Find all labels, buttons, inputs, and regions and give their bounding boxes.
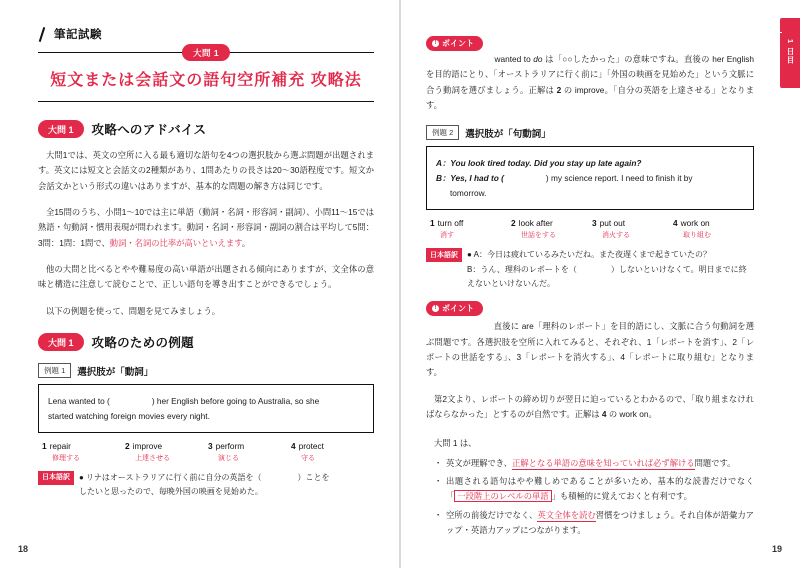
choice-ja: 取り組む [683, 232, 711, 240]
translation-tag-2: 日本語訳 [426, 248, 462, 262]
point-2-body-2 [426, 392, 754, 423]
point-2-body-1 [426, 319, 754, 380]
bullet-1-post: 問題です。 [694, 457, 736, 468]
choice-en: turn off [437, 218, 464, 229]
point-2-p2-pre: 第2文より、レポートの締め切りが翌日に迫っているとわかるので、「取り組まなければならなかった」とするのが自然です。正解は [426, 393, 754, 420]
point-1-body [426, 52, 754, 113]
choice-text [125, 441, 208, 451]
slash-icon [38, 27, 47, 42]
example-1-header [38, 363, 374, 378]
page-number-left: 18 [18, 544, 29, 554]
choice-item[interactable] [592, 218, 673, 240]
example-label-2: 選択肢が「句動詞」 [465, 128, 551, 140]
example-2-header [426, 125, 754, 140]
dialogue-line-b2: tomorrow. [450, 188, 487, 199]
side-tab [763, 18, 800, 88]
example-2-translation [426, 248, 754, 291]
point-1-answer-number: 2 [556, 84, 562, 95]
point-dot-icon-2: ! [432, 305, 439, 312]
point-1-italic: do [533, 54, 543, 64]
choice-number: 4 [673, 218, 678, 229]
choice-item[interactable] [673, 218, 754, 240]
translation-body-2 [467, 248, 747, 291]
translation-line-2: したいと思ったので、毎晩外国の映画を見始めた。 [79, 487, 263, 497]
bullet-2-post: 」も積極的に覚えておくと有利です。 [551, 491, 692, 502]
point-1-p1: wanted to [494, 54, 534, 64]
page-title: 短文または会話文の語句空所補充 攻略法 [50, 72, 362, 89]
advice-paragraph-3: 他の大問と比べるとやや難易度の高い単語が出題される傾向にありますが、文全体の意味と構造に注意して読むことで、正しい語句を導き出すことができるでしょう。 [38, 264, 374, 290]
dialogue-line-b [436, 171, 744, 186]
point-2-header [426, 301, 754, 316]
choice-item[interactable] [42, 441, 125, 463]
choice-text [208, 441, 291, 451]
speaker-b-pre: B：Yes, I had to ( [436, 173, 504, 184]
example-label: 選択肢が「動詞」 [77, 366, 154, 378]
choice-number: 1 [42, 440, 47, 451]
choice-ja: 守る [301, 454, 315, 462]
example-tag-2: 例題 2 [426, 125, 459, 140]
example-1-choices [38, 441, 374, 463]
section-title-2: 攻略のための例題 [91, 336, 194, 351]
advice-p2-emphasis: 動詞・名詞の比率が高いといえます [109, 237, 242, 248]
section-title: 攻略へのアドバイス [91, 123, 207, 137]
choice-text [673, 218, 754, 228]
choice-item[interactable] [291, 441, 374, 463]
example-2-choices [426, 218, 754, 240]
translation-2-line-1: ● A：今日は疲れているみたいだね。また夜遅くまで起きていたの？ [467, 250, 711, 260]
question-line-1 [48, 394, 364, 409]
point-2-p2-post: の work on。 [606, 409, 657, 420]
choice-en: repair [49, 440, 71, 451]
summary-lead: 大問 1 は、 [434, 438, 477, 449]
question-text-post: ) her English before going to Australia, so she [151, 396, 320, 407]
section-heading-examples [38, 333, 374, 351]
page-number-right: 19 [771, 544, 782, 554]
choice-en: put out [599, 218, 625, 229]
speaker-a: A：You look tired today. Did you stay up late again? [436, 158, 642, 169]
summary-bullet [436, 474, 754, 505]
advice-p2-text: 全15問のうち、小問1〜10では主に単語（動詞・名詞・形容詞・副詞）、小問11〜15では熟語・句動詞・慣用表現が問われます。動詞・名詞・形容詞・副詞の割合は平均して5問：3問：1問：1問で、 [38, 207, 374, 248]
example-tag: 例題 1 [38, 363, 71, 378]
point-1-p2: は「○○したかった」の意味ですね。直後の her English を目的語にとり、「オーストラリアに行く前に」「外国の映画を見始めた」という文脈に合う動詞を選びましょう。正解は [426, 54, 754, 95]
summary-bullet [436, 508, 754, 539]
bullet-3-post: 習慣をつけましょう。それ自体が語彙力アップ・英語力アップにつながります。 [446, 509, 754, 536]
choice-ja: 世話をする [521, 232, 556, 240]
choice-ja: 演じる [218, 454, 239, 462]
choice-number: 3 [208, 440, 213, 451]
choice-number: 1 [430, 218, 435, 229]
choice-item[interactable] [430, 218, 511, 240]
bullet-3-emphasis: 英文全体を読む [537, 509, 596, 520]
choice-number: 3 [592, 218, 597, 229]
choice-item[interactable] [208, 441, 291, 463]
point-2-p1: 直後に are「理科のレポート」を目的語にし、文脈に合う句動詞を選ぶ問題です。各選択肢を空所に入れてみると、それぞれ、1「レポートを消す」、2「レポートの世話をする」、3「レポートを消火する」、4「レポートに取り組む」となります。 [426, 321, 754, 378]
choice-text [592, 218, 673, 228]
section-heading-advice [38, 120, 374, 138]
point-pill-2 [426, 301, 483, 316]
bullet-2-pre: 出題される語句はやや難しめであることが多いため、基本的な読書だけでなく「 [446, 476, 754, 502]
point-2-answer-number: 4 [601, 409, 607, 420]
advice-paragraph-1: 大問1では、英文の空所に入る最も適切な語句を4つの選択肢から選ぶ問題が出題されます。英文には短文と会話文の2種類があり、1問あたりの長さは20〜30語程度です。短文か会話文かという形式の違いはありますが、基本的な問題の解き方は同じです。 [38, 150, 374, 191]
summary-bullet [436, 456, 754, 471]
choice-number: 2 [125, 440, 130, 451]
choice-ja: 消す [440, 232, 454, 240]
point-pill [426, 36, 483, 51]
chapter-header [38, 26, 374, 42]
example-1-question [38, 384, 374, 433]
point-pill-label: ポイント [442, 39, 474, 48]
choice-ja: 修理する [52, 454, 80, 462]
translation-2-line-2-post: ）しないといけなくて。明日までに終 [610, 264, 747, 274]
point-dot-icon: ! [432, 40, 439, 47]
side-tab-day: 1 日目 [786, 39, 795, 65]
section-pill: 大問 1 [38, 120, 84, 138]
choice-number: 4 [291, 440, 296, 451]
choice-text [511, 218, 592, 228]
question-line-2: started watching foreign movies every night. [48, 411, 210, 422]
bullet-2-boxed: 一段階上のレベルの単語 [454, 490, 551, 502]
choice-text [42, 441, 125, 451]
section-pill-2: 大問 1 [38, 333, 84, 351]
title-band [38, 47, 374, 102]
choice-en: perform [215, 440, 245, 451]
question-text-pre: Lena wanted to ( [48, 396, 110, 407]
choice-ja: 消火する [602, 232, 630, 240]
choice-item[interactable] [511, 218, 592, 240]
choice-ja: 上達させる [135, 454, 170, 462]
translation-2-line-2-pre: B：うん、理科のレポートを（ [467, 264, 577, 274]
bullet-1-pre: 英文が理解でき、 [446, 457, 513, 468]
choice-text [291, 441, 374, 451]
title-pill: 大問 1 [182, 44, 230, 61]
translation-line-1-post: ）ことを [297, 472, 330, 482]
advice-paragraph-2 [38, 205, 374, 251]
point-pill-label-2: ポイント [442, 304, 474, 314]
example-2-question [426, 146, 754, 210]
choice-en: protect [298, 440, 324, 451]
point-1-header [426, 36, 754, 51]
choice-en: improve [132, 440, 163, 451]
translation-tag: 日本語訳 [38, 471, 74, 485]
chapter-label: 筆記試験 [54, 29, 102, 41]
choice-en: work on [680, 218, 710, 229]
choice-number: 2 [511, 218, 516, 229]
dialogue-line-a [436, 156, 744, 171]
right-page [400, 0, 800, 568]
translation-line-1-pre: ● リナはオーストラリアに行く前に自分の英語を（ [79, 472, 262, 482]
point-1-p3: の improve。「自分の英語を上達させる」となります。 [426, 84, 754, 111]
choice-text [430, 218, 511, 228]
book-gutter [399, 0, 401, 568]
side-tab-divider [774, 32, 782, 33]
example-1-translation [38, 471, 374, 500]
bullet-3-pre: 空所の前後だけでなく、 [446, 509, 538, 520]
bullet-1-emphasis: 正解となる単語の意味を知っていれば必ず解ける [512, 457, 695, 468]
advice-paragraph-4: 以下の例題を使って、問題を見てみましょう。 [46, 305, 221, 316]
translation-2-line-3: えないといけないんだ。 [467, 278, 555, 288]
choice-item[interactable] [125, 441, 208, 463]
speaker-b-post: ) my science report. I need to finish it by [545, 173, 693, 184]
summary-bullets [426, 456, 754, 539]
side-tab-section: リーディング [763, 28, 770, 76]
advice-p2-tail: 。 [241, 237, 251, 248]
translation-body [79, 471, 330, 500]
choice-en: look after [518, 218, 553, 229]
